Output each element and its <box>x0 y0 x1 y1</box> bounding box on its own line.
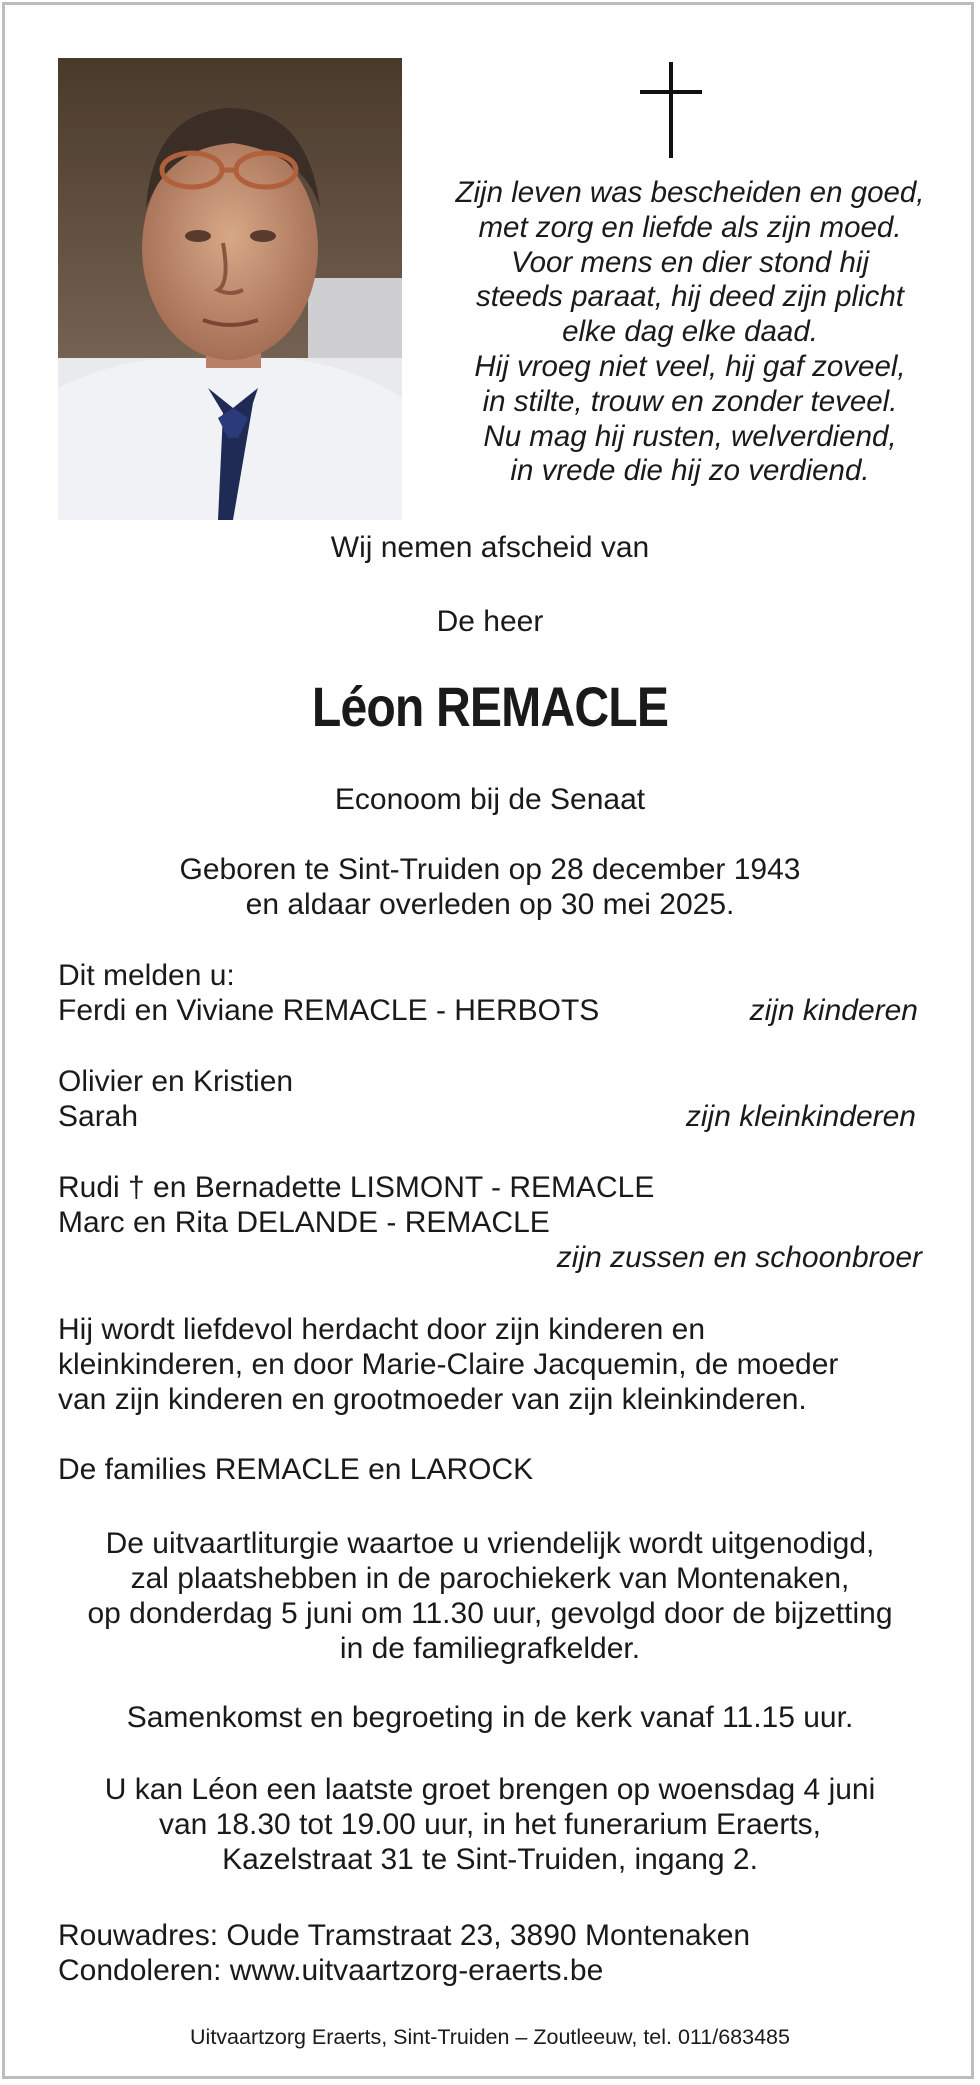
families-line: De families REMACLE en LAROCK <box>58 1453 534 1486</box>
remembrance-line: kleinkinderen, en door Marie-Claire Jacquemin, de moeder <box>58 1348 839 1381</box>
poem <box>400 176 980 489</box>
footer-funeral-home: Uitvaartzorg Eraerts, Sint-Truiden – Zoutleeuw, tel. 011/683485 <box>190 2025 790 2049</box>
funeral-line: op donderdag 5 juni om 11.30 uur, gevolgd door de bijzetting <box>87 1597 893 1630</box>
remembrance-text <box>58 1312 838 1417</box>
intro-text: Wij nemen afscheid van <box>330 531 650 564</box>
children-names: Ferdi en Viviane REMACLE - HERBOTS <box>58 994 600 1027</box>
funeral-line: zal plaatshebben in de parochiekerk van Montenaken, <box>130 1562 850 1595</box>
poem-line: in vrede die hij zo verdiend. <box>510 454 870 488</box>
grandchild-line: Sarah <box>58 1100 139 1133</box>
deceased-name: Léon REMACLE <box>311 675 669 738</box>
grandchildren-relation: zijn kleinkinderen <box>685 1100 916 1133</box>
occupation: Econoom bij de Senaat <box>334 783 646 816</box>
visitation-line: van 18.30 tot 19.00 uur, in het funerarium Eraerts, <box>158 1808 822 1841</box>
siblings-relation: zijn zussen en schoonbroer <box>556 1241 922 1274</box>
remembrance-line: Hij wordt liefdevol herdacht door zijn kinderen en <box>58 1313 706 1346</box>
visitation-info <box>40 1772 940 1877</box>
dates-line: Geboren te Sint-Truiden op 28 december 1943 <box>179 853 801 886</box>
dates-line: en aldaar overleden op 30 mei 2025. <box>245 888 735 921</box>
visitation-line: U kan Léon een laatste groet brengen op woensdag 4 juni <box>104 1773 876 1806</box>
grandchildren-names <box>58 1064 293 1134</box>
honorific: De heer <box>436 605 544 638</box>
poem-line: in stilte, trouw en zonder teveel. <box>482 384 898 418</box>
poem-line: steeds paraat, hij deed zijn plicht <box>475 280 904 314</box>
funeral-line: in de familiegrafkelder. <box>339 1632 641 1665</box>
sibling-line: Marc en Rita DELANDE - REMACLE <box>58 1206 550 1239</box>
announcers-heading: Dit melden u: <box>58 959 235 992</box>
poem-line: Nu mag hij rusten, welverdiend, <box>483 419 897 453</box>
visitation-line: Kazelstraat 31 te Sint-Truiden, ingang 2. <box>222 1843 758 1876</box>
poem-line: elke dag elke daad. <box>562 315 818 349</box>
children-relation: zijn kinderen <box>749 994 918 1027</box>
grandchild-line: Olivier en Kristien <box>58 1065 294 1098</box>
poem-line: Hij vroeg niet veel, hij gaf zoveel, <box>474 349 906 383</box>
remembrance-line: van zijn kinderen en grootmoeder van zijn kleinkinderen. <box>58 1383 807 1416</box>
condolence-link[interactable]: Condoleren: www.uitvaartzorg-eraerts.be <box>58 1954 604 1987</box>
sibling-line: Rudi † en Bernadette LISMONT - REMACLE <box>58 1171 655 1204</box>
portrait-photo <box>58 58 402 520</box>
funeral-line: De uitvaartliturgie waartoe u vriendelijk wordt uitgenodigd, <box>105 1527 875 1560</box>
mourning-address <box>58 1918 750 1988</box>
siblings-names <box>58 1170 654 1240</box>
poem-line: Zijn leven was bescheiden en goed, <box>455 176 925 209</box>
birth-death-dates <box>40 852 940 922</box>
funeral-details <box>40 1526 940 1666</box>
cross-icon <box>640 62 702 158</box>
poem-line: met zorg en liefde als zijn moed. <box>478 210 902 244</box>
portrait-image <box>58 58 402 520</box>
gathering-info: Samenkomst en begroeting in de kerk vanaf 11.15 uur. <box>126 1701 854 1734</box>
poem-line: Voor mens en dier stond hij <box>510 245 870 279</box>
address-line: Rouwadres: Oude Tramstraat 23, 3890 Montenaken <box>58 1919 751 1952</box>
